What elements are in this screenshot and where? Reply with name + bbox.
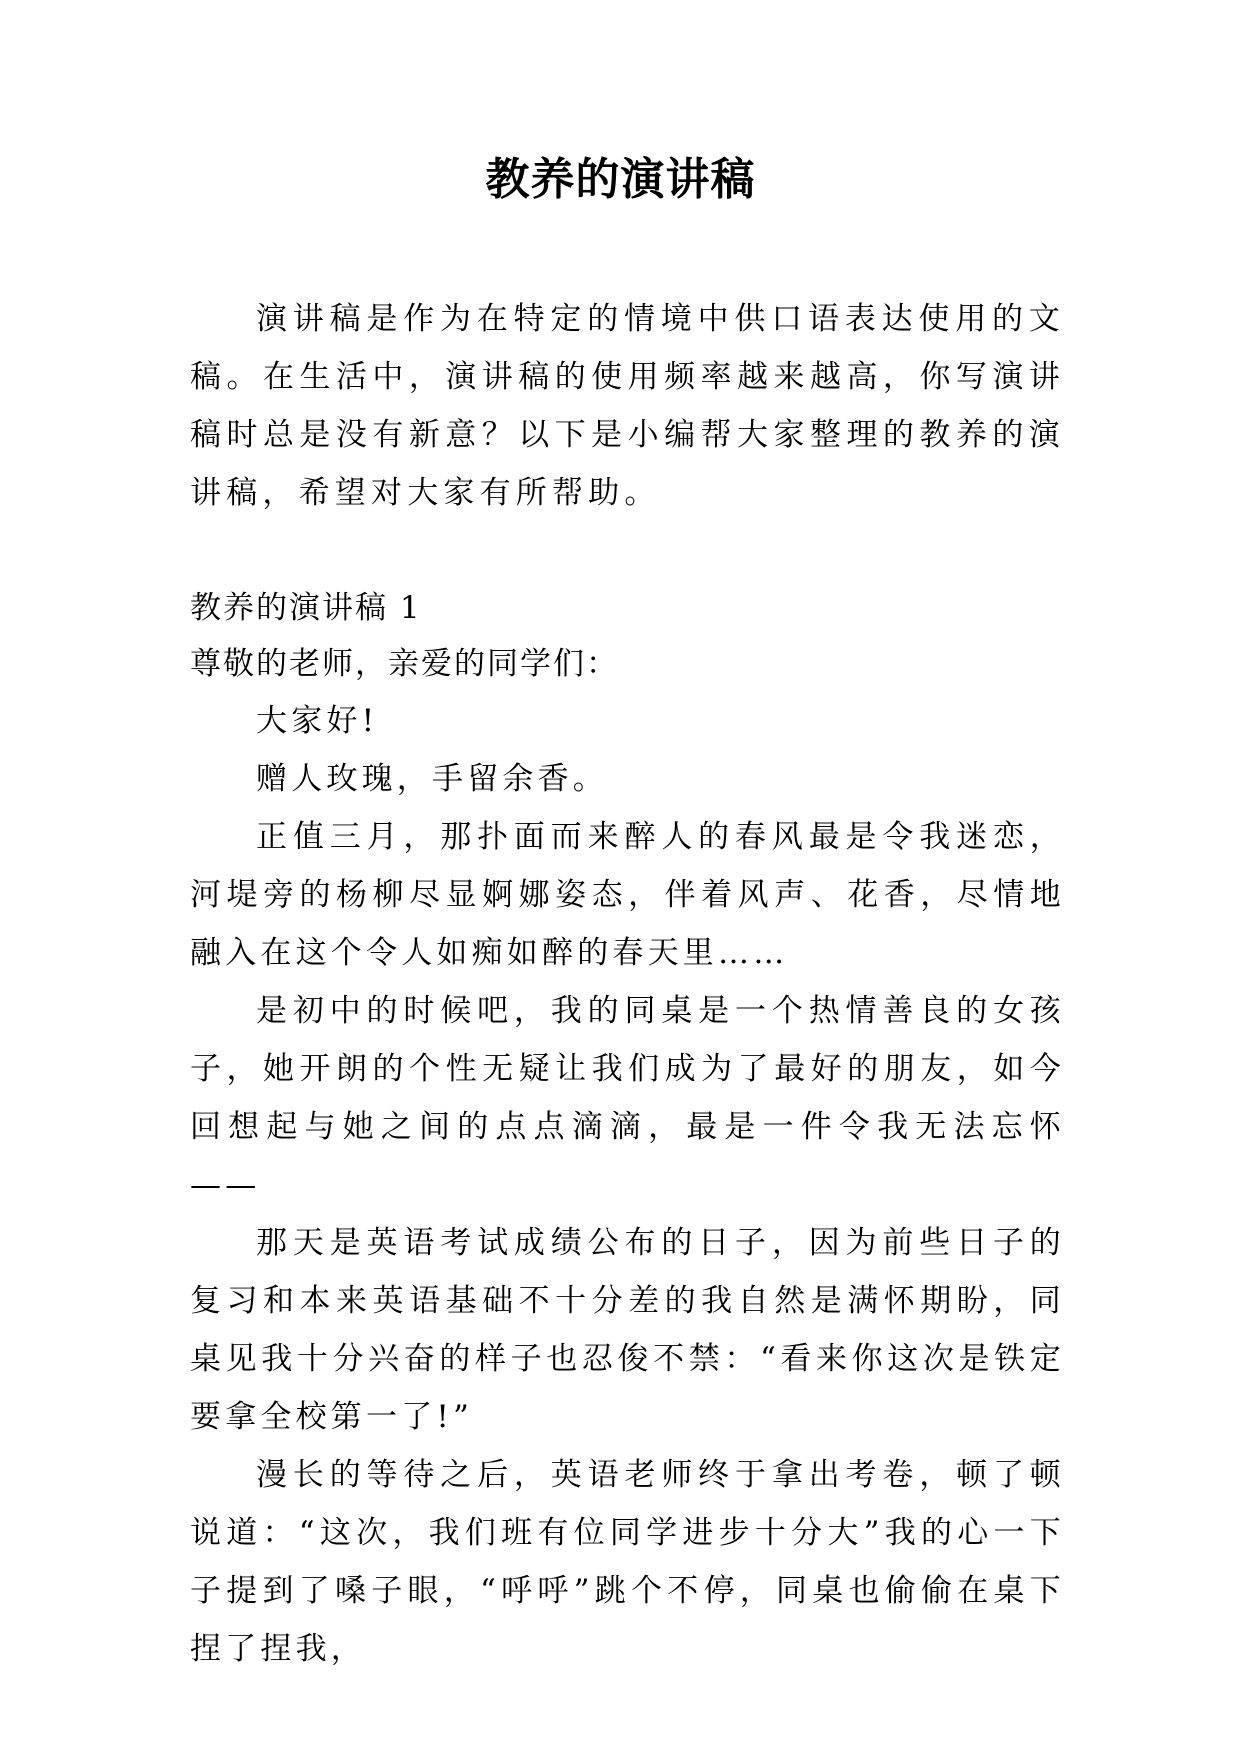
paragraph-deskmate: 是初中的时候吧，我的同桌是一个热情善良的女孩子，她开朗的个性无疑让我们成为了最好的朋友，如今回想起与她之间的点点滴滴，最是一件令我无法忘怀—— — [190, 993, 1065, 1203]
paragraph-quote: 赠人玫瑰，手留余香。 — [256, 761, 608, 797]
intro-paragraph: 演讲稿是作为在特定的情境中供口语表达使用的文稿。在生活中，演讲稿的使用频率越来越高，你写演讲稿时总是没有新意？以下是小编帮大家整理的教养的演讲稿，希望对大家有所帮助。 — [190, 301, 1065, 511]
salutation: 尊敬的老师，亲爱的同学们： — [190, 646, 619, 682]
document-body — [190, 290, 1065, 1678]
paragraph-waiting: 漫长的等待之后，英语老师终于拿出考卷，顿了顿说道：“这次，我们班有位同学进步十分大”我的心一下子提到了嗓子眼，“呼呼”跳个不停，同桌也偷偷在桌下捏了捏我， — [190, 1457, 1065, 1667]
section-heading: 教养的演讲稿 1 — [190, 590, 422, 626]
document-title: 教养的演讲稿 — [485, 154, 756, 205]
paragraph-greeting: 大家好! — [256, 703, 379, 739]
spacer — [190, 522, 1065, 580]
paragraph-spring: 正值三月，那扑面而来醉人的春风最是令我迷恋，河堤旁的杨柳尽显婀娜姿态，伴着风声、花香，尽情地融入在这个令人如痴如醉的春天里…… — [190, 819, 1065, 971]
paragraph-exam-day: 那天是英语考试成绩公布的日子，因为前些日子的复习和本来英语基础不十分差的我自然是满怀期盼，同桌见我十分兴奋的样子也忍俊不禁：“看来你这次是铁定要拿全校第一了!” — [190, 1225, 1065, 1435]
